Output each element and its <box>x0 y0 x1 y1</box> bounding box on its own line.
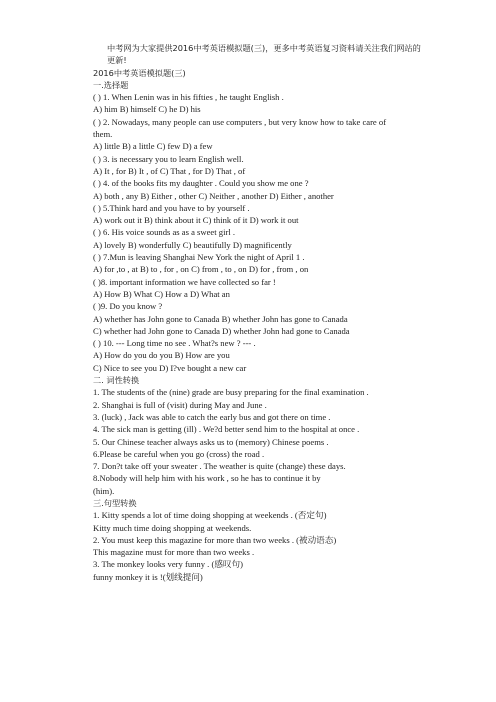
word-form-item: 3. (luck) , Jack was able to catch the early bus and got there on time . <box>93 411 331 422</box>
word-form-item: 4. The sick man is getting (ill) . We?d better send him to the hospital at once . <box>93 424 360 435</box>
document-title: 2016中考英语模拟题(三) <box>93 67 186 78</box>
word-form-item: 1. The students of the (nine) grade are busy preparing for the final examination . <box>93 387 369 398</box>
question-line: ( )9. Do you know ? <box>93 301 163 312</box>
word-form-item: 7. Don?t take off your sweater . The weather is quite (change) these days. <box>93 461 346 472</box>
transform-prompt: 3. The monkey looks very funny . (感叹句) <box>93 559 243 570</box>
question-line: ( ) 10. --- Long time no see . What?s new ? --- . <box>93 338 256 349</box>
answer-options: A) work out it B) think about it C) think of it D) work it out <box>93 215 299 226</box>
question-line: ( ) 7.Mun is leaving Shanghai New York the night of April 1 . <box>93 252 305 263</box>
answer-options: A) How do you do you B) How are you <box>93 350 230 361</box>
question-continuation: them. <box>93 129 113 140</box>
document-body <box>93 42 423 583</box>
transform-answer: Kitty much time doing shopping at weekends. <box>93 522 252 533</box>
answer-options: A) him B) himself C) he D) his <box>93 104 201 115</box>
word-form-item: 6.Please be careful when you go (cross) the road . <box>93 448 265 459</box>
question-line: ( ) 3. is necessary you to learn English well. <box>93 153 244 164</box>
answer-options: C) whether had John gone to Canada D) whether John had gone to Canada <box>93 325 350 336</box>
answer-options: A) for ,to , at B) to , for , on C) from , to , on D) for , from , on <box>93 264 309 275</box>
word-form-continuation: (him). <box>93 485 115 496</box>
transform-prompt: 2. You must keep this magazine for more than two weeks . (被动语态) <box>93 534 337 545</box>
word-form-item: 2. Shanghai is full of (visit) during May and June . <box>93 399 267 410</box>
word-form-item: 8.Nobody will help him with his work , so he has to continue it by <box>93 473 321 484</box>
question-line: ( )8. important information we have collected so far ! <box>93 276 276 287</box>
section-heading-sentence-transform: 三.句型转换 <box>93 497 137 508</box>
question-line: ( ) 1. When Lenin was in his fifties , he taught English . <box>93 92 284 103</box>
word-form-item: 5. Our Chinese teacher always asks us to (memory) Chinese poems . <box>93 436 329 447</box>
answer-options: A) little B) a little C) few D) a few <box>93 141 213 152</box>
intro-paragraph: 中考网为大家提供2016中考英语模拟题(三)，更多中考英语复习资料请关注我们网站的更新! <box>107 43 421 66</box>
answer-options: A) It , for B) It , of C) That , for D) That , of <box>93 165 246 176</box>
answer-options: A) How B) What C) How a D) What an <box>93 288 230 299</box>
answer-options: A) whether has John gone to Canada B) whether John has gone to Canada <box>93 313 348 324</box>
section-heading-word-forms: 二. 词性转换 <box>93 375 140 386</box>
answer-options: C) Nice to see you D) I?ve bought a new car <box>93 362 247 373</box>
answer-options: A) lovely B) wonderfully C) beautifully D) magnificently <box>93 239 292 250</box>
transform-answer: funny monkey it is !(划线提问) <box>93 571 203 582</box>
question-line: ( ) 6. His voice sounds as as a sweet girl . <box>93 227 236 238</box>
transform-answer: This magazine must for more than two weeks . <box>93 547 255 558</box>
question-line: ( ) 4. of the books fits my daughter . Could you show me one ? <box>93 178 309 189</box>
transform-prompt: 1. Kitty spends a lot of time doing shopping at weekends . (否定句) <box>93 510 327 521</box>
question-line: ( ) 5.Think hard and you have to by yourself . <box>93 202 250 213</box>
question-line: ( ) 2. Nowadays, many people can use computers , but very know how to take care of <box>93 116 387 127</box>
answer-options: A) both , any B) Either , other C) Neither , another D) Either , another <box>93 190 334 201</box>
section-heading-choice: 一.选择题 <box>93 79 129 90</box>
